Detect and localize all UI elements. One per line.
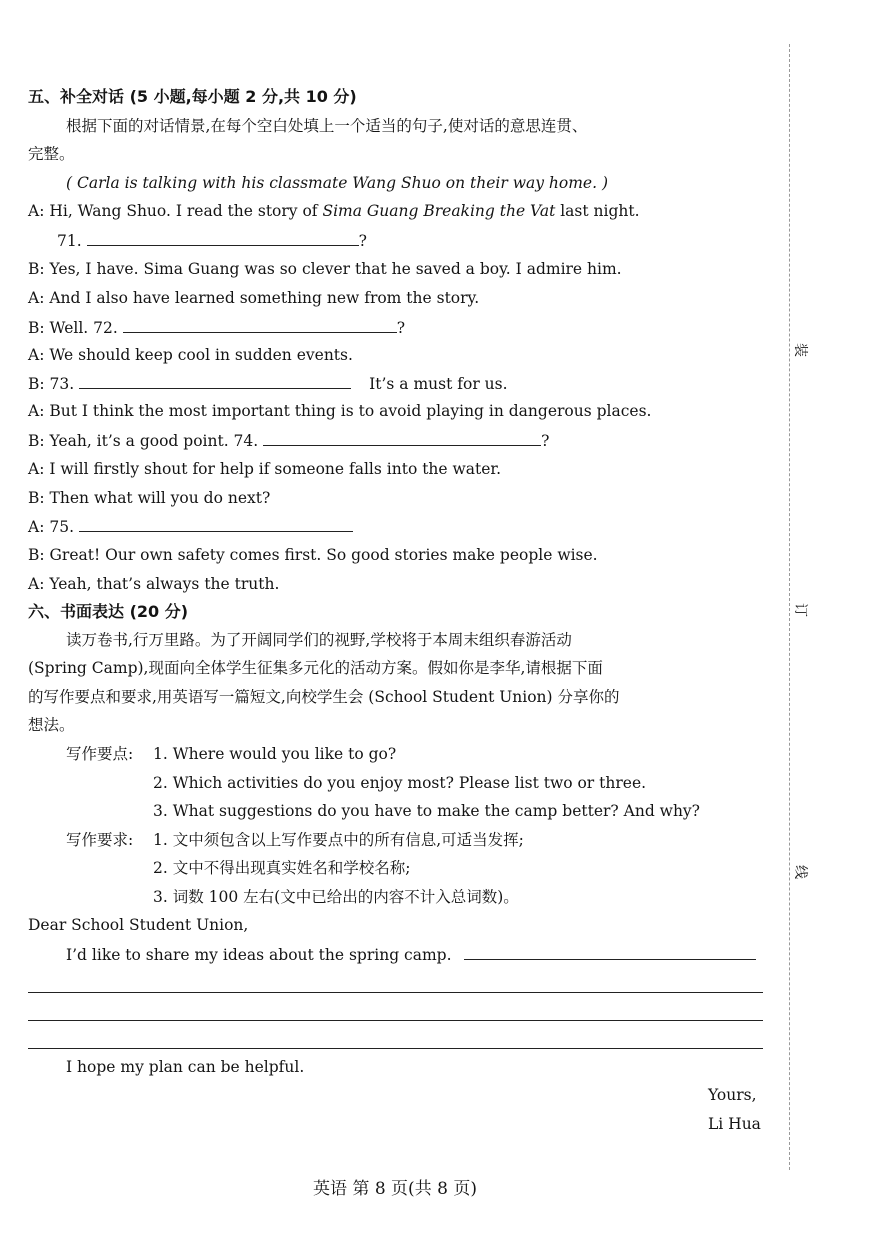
section6-paragraph-line2: (Spring Camp),现面向全体学生征集多元化的活动方案。假如你是李华,请根据下面 [28,659,603,677]
page-footer: 英语 第 8 页(共 8 页) [313,1179,477,1199]
dialogue-line-a5: A: I will firstly shout for help if someone falls into the water. [28,460,502,478]
answer-blank-74[interactable] [263,429,541,446]
dialogue-line-a1: A: Hi, Wang Shuo. I read the story of Sima Guang Breaking the Vat last night. [28,202,640,220]
question-73: B: 73. It’s a must for us. [28,372,508,395]
binding-mark-zhuang: 装 [792,343,808,357]
writing-requirement-1: 1. 文中须包含以上写作要点中的所有信息,可适当发挥; [153,831,524,849]
writing-line-first[interactable] [464,943,756,960]
dialogue-line-a7: A: Yeah, that’s always the truth. [28,575,280,593]
binding-mark-ding: 订 [792,603,808,617]
binding-mark-xian: 线 [792,865,808,879]
section5-instruction-line2: 完整。 [28,145,75,163]
section6-paragraph-line1: 读万卷书,行万里路。为了开阔同学们的视野,学校将于本周末组织春游活动 [66,631,572,649]
question-72: B: Well. 72. ? [28,316,405,339]
dialogue-line-b1: B: Yes, I have. Sima Guang was so clever that he saved a boy. I admire him. [28,260,622,278]
binding-margin-line [789,44,790,1170]
question-75: A: 75. [28,515,353,538]
dialogue-context: ( Carla is talking with his classmate Wang Shuo on their way home. ) [66,174,608,192]
letter-signature: Li Hua [708,1115,761,1133]
writing-requirement-2: 2. 文中不得出现真实姓名和学校名称; [153,859,411,877]
letter-signoff: Yours, [708,1086,757,1104]
question-74: B: Yeah, it’s a good point. 74. ? [28,429,549,452]
answer-blank-73[interactable] [79,372,351,389]
section6-paragraph-line4: 想法。 [28,716,75,734]
dialogue-line-b5: B: Then what will you do next? [28,489,271,507]
answer-blank-71[interactable] [87,229,359,246]
writing-line[interactable] [28,992,763,993]
section5-title: 五、补全对话 (5 小题,每小题 2 分,共 10 分) [28,87,357,106]
writing-point-1: 1. Where would you like to go? [153,745,397,763]
writing-point-3: 3. What suggestions do you have to make the camp better? And why? [153,802,700,820]
writing-requirements-label: 写作要求: [66,831,134,849]
dialogue-line-a2: A: And I also have learned something new from the story. [28,289,480,307]
writing-points-label: 写作要点: [66,745,134,763]
section6-paragraph-line3: 的写作要点和要求,用英语写一篇短文,向校学生会 (School Student Union) 分享你的 [28,688,620,706]
answer-blank-72[interactable] [123,316,397,333]
question-71: 71. ? [57,229,367,252]
dialogue-line-a3: A: We should keep cool in sudden events. [28,346,353,364]
section6-title: 六、书面表达 (20 分) [28,602,189,621]
letter-closing: I hope my plan can be helpful. [66,1058,305,1076]
section5-instruction-line1: 根据下面的对话情景,在每个空白处填上一个适当的句子,使对话的意思连贯、 [66,117,588,135]
writing-requirement-3: 3. 词数 100 左右(文中已给出的内容不计入总词数)。 [153,888,519,906]
answer-blank-75[interactable] [79,515,353,532]
writing-line[interactable] [28,1020,763,1021]
writing-line[interactable] [28,1048,763,1049]
dialogue-line-b6: B: Great! Our own safety comes first. So good stories make people wise. [28,546,598,564]
dialogue-line-a4: A: But I think the most important thing is to avoid playing in dangerous places. [28,402,652,420]
writing-point-2: 2. Which activities do you enjoy most? Please list two or three. [153,774,647,792]
letter-opening: I’d like to share my ideas about the spring camp. [66,943,756,966]
letter-salutation: Dear School Student Union, [28,916,249,934]
